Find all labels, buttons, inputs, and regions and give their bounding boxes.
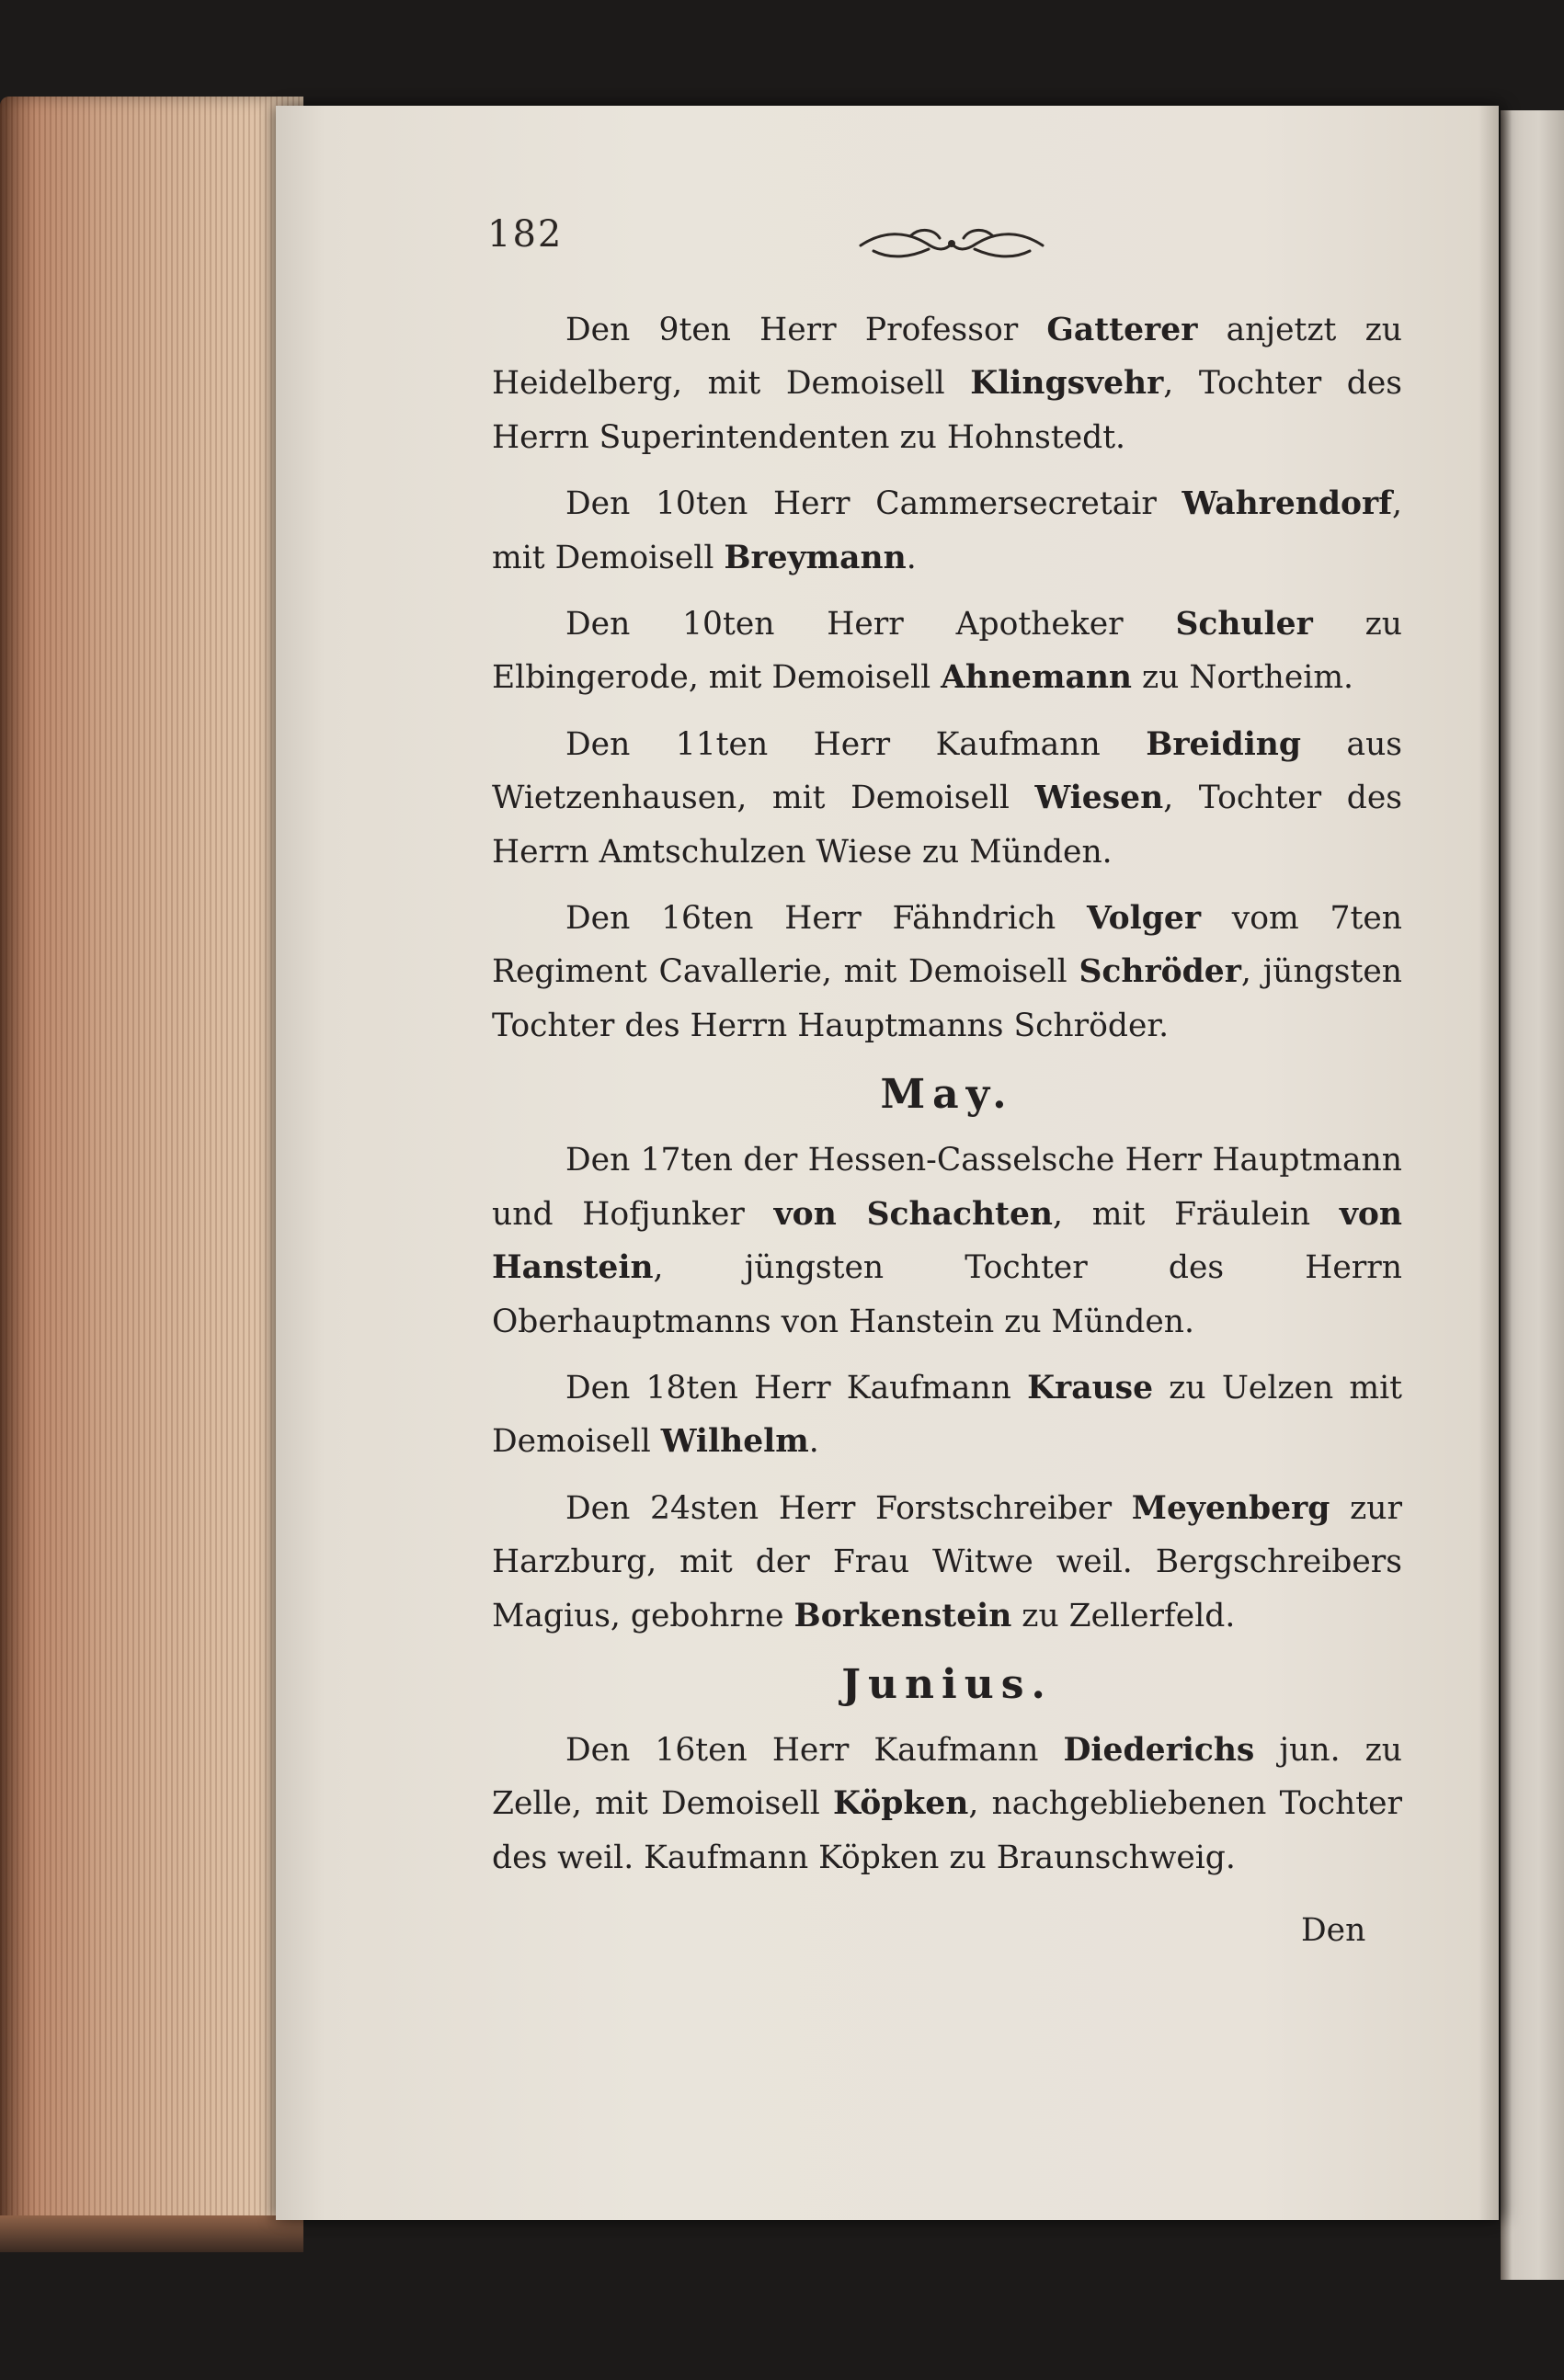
entry-text: , jüngsten Tochter des Herrn Hauptmanns Schröder. [492,953,1403,1044]
entries-april [492,303,1402,1053]
heading-junius: Junius. [841,1660,1053,1708]
marriage-entry [492,718,1402,879]
marriage-entry [492,598,1402,705]
person-name: Wilhelm [660,1423,809,1461]
entry-text: aus Wietzenhausen, mit Demoisell [492,725,1402,817]
person-name: Breiding [1146,725,1302,763]
person-name: von Schachten [773,1195,1054,1233]
page-number: 182 [487,213,564,256]
entry-text: , Tochter des Herrn Superintendenten zu Hohnstedt. [492,365,1403,456]
entry-text: jun. zu Zelle, mit Demoisell [492,1731,1402,1823]
person-name: Wahrendorf [1182,485,1393,523]
entries-may [492,1133,1402,1643]
marriage-entry [492,1482,1402,1643]
person-name: Gatterer [1046,312,1198,348]
entry-text: Den 24sten Herr Forstschreiber [565,1489,1132,1527]
entry-text: Den 17ten der Hessen-Casselsche Herr Hauptmann und Hofjunker [492,1142,1402,1233]
person-name: Wiesen [1034,780,1164,817]
marriage-entry [492,303,1402,464]
entry-text: , Tochter des Herrn Amtschulzen Wiese zu Münden. [492,780,1402,871]
book-edge-bottom [0,2215,303,2252]
entry-text: zu Elbingerode, mit Demoisell [492,606,1402,697]
person-name: Meyenberg [1131,1489,1330,1527]
entry-text: . [808,1423,819,1461]
entries-junius [492,1724,1402,1885]
person-name: Schuler [1175,606,1313,643]
marriage-entry [492,892,1402,1053]
person-name: Krause [1027,1369,1154,1406]
person-name: Klingsvehr [970,365,1164,403]
marriage-entry [492,477,1402,585]
next-page-edge [1501,110,1564,2280]
entry-text: zu Uelzen mit Demoisell [492,1369,1403,1461]
person-name: Borkenstein [793,1597,1012,1634]
entry-text: , jüngsten Tochter des Herrn Oberhauptmanns von Hanstein zu Münden. [492,1249,1402,1340]
marriage-entry [492,1361,1402,1469]
entry-text: , mit Fräulein [1053,1195,1340,1233]
person-name: Schröder [1079,953,1241,991]
marriage-entry [492,1133,1402,1349]
entry-text: zu Zellerfeld. [1011,1597,1236,1634]
entry-text: Den 18ten Herr Kaufmann [565,1369,1028,1406]
heading-may: May. [880,1071,1014,1119]
person-name: Ahnemann [941,659,1133,697]
entry-text: , mit Demoisell [492,485,1402,576]
catchword: Den [1301,1912,1366,1949]
person-name: von Hanstein [492,1195,1402,1287]
entry-text: Den 10ten Herr Cammersecretair [565,485,1182,523]
entry-text: Den 11ten Herr Kaufmann [565,725,1147,763]
page-gutter-shadow [1478,106,1499,2220]
text-block [492,303,1402,1897]
entry-text: anjetzt zu Heidelberg, mit Demoisell [492,312,1403,403]
entry-text: Den 9ten Herr Professor [565,312,1047,348]
ornament-icon [855,223,1048,266]
person-name: Köpken [833,1785,969,1823]
entry-text: Den 16ten Herr Kaufmann [565,1731,1064,1769]
person-name: Diederichs [1063,1731,1255,1769]
marriage-entry [492,1724,1402,1885]
book-fore-edge [0,97,303,2238]
entry-text: , nachgebliebenen Tochter des weil. Kaufmann Köpken zu Braunschweig. [492,1785,1403,1876]
entry-text: vom 7ten Regiment Cavallerie, mit Demoisell [492,900,1402,991]
entry-text: Den 16ten Herr Fähndrich [565,900,1088,938]
entry-text: . [906,539,917,576]
entry-text: zur Harzburg, mit der Frau Witwe weil. Bergschreibers Magius, gebohrne [492,1489,1402,1634]
person-name: Breymann [724,539,907,576]
person-name: Volger [1087,900,1202,938]
entry-text: Den 10ten Herr Apotheker [565,606,1176,643]
entry-text: zu Northeim. [1132,659,1354,697]
